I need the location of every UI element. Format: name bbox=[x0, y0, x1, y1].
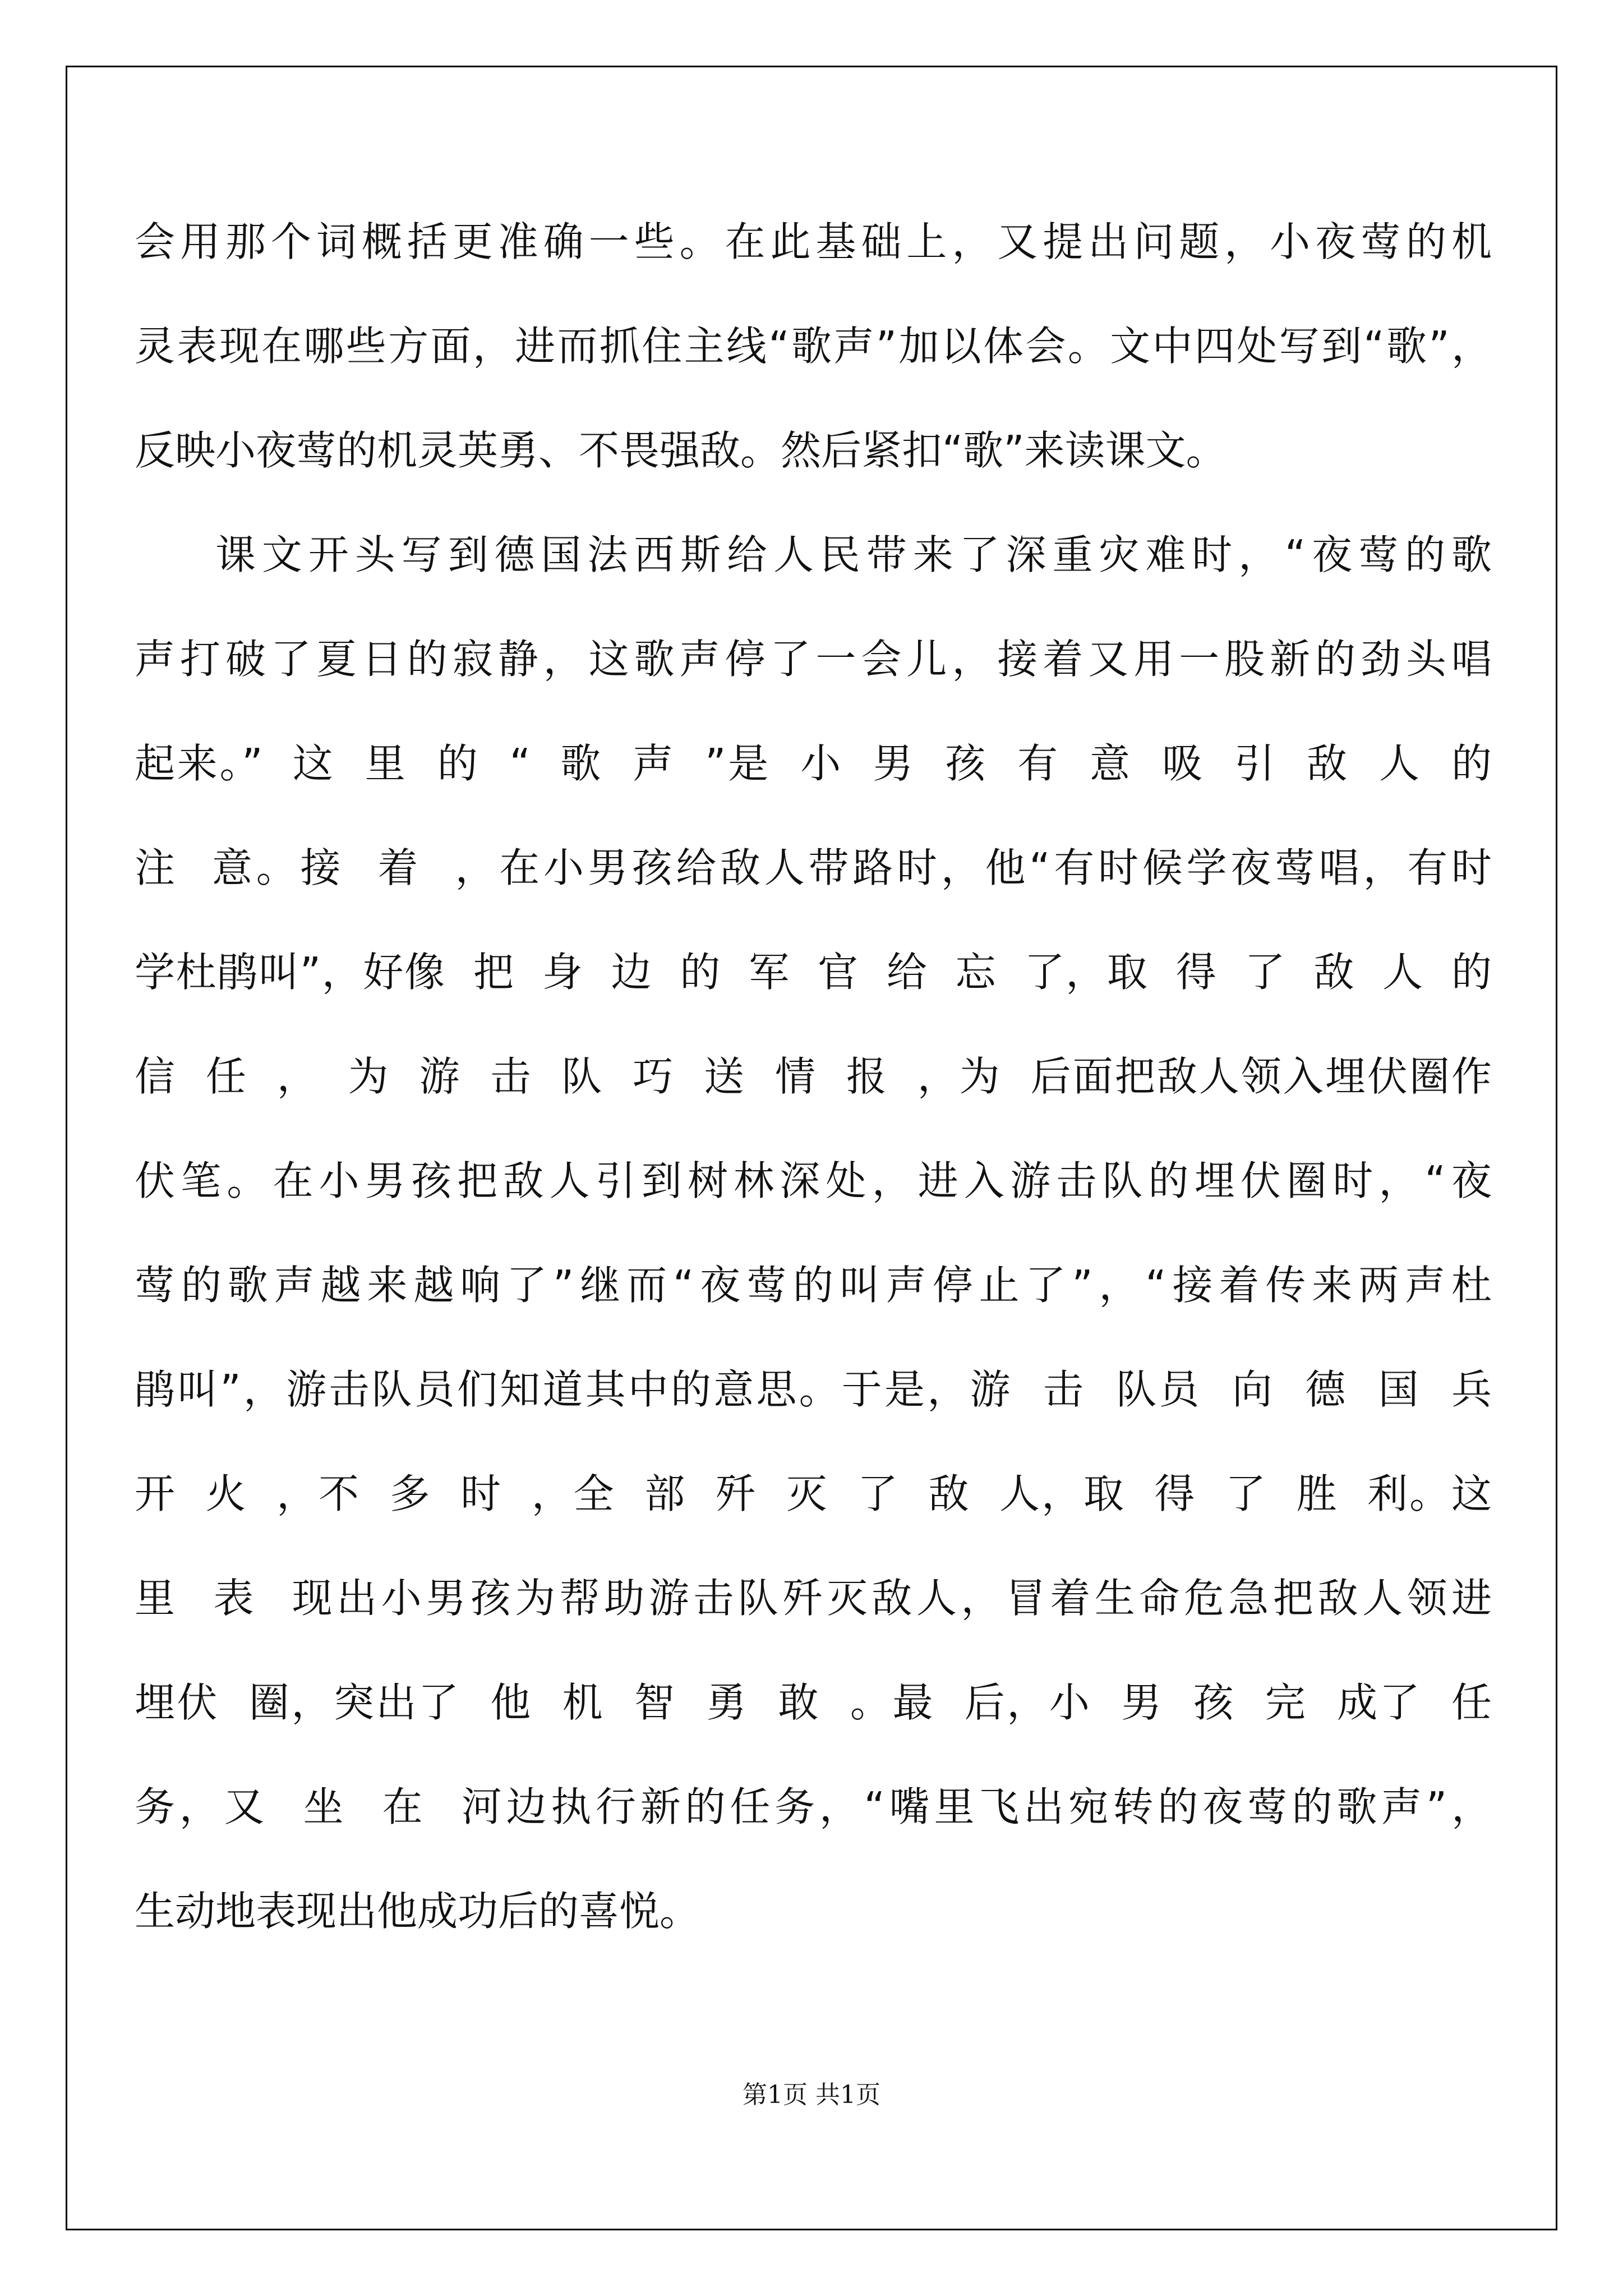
text-line-17: 生动地表现出他成功后的喜悦。 bbox=[135, 1888, 700, 1935]
document-body bbox=[135, 190, 1492, 1963]
text-line-8: 学杜鹃叫”，好像 把 身 边 的 军 官 给 忘 了，取 得 了 敌 人 的 bbox=[135, 949, 1492, 996]
text-line-15: 埋伏 圈，突出了 他 机 智 勇 敢 。最 后，小 男 孩 完 成了 任 bbox=[135, 1679, 1492, 1726]
text-line-14: 里 表 现出小男孩为帮助游击队歼灭敌人，冒着生命危急把敌人领进 bbox=[135, 1575, 1492, 1622]
text-line-2: 灵表现在哪些方面，进而抓住主线“歌声”加以体会。文中四处写到“歌”， bbox=[135, 323, 1492, 370]
text-line-10: 伏笔。在小男孩把敌人引到树林深处，进入游击队的埋伏圈时，“夜 bbox=[135, 1157, 1492, 1204]
text-line-16: 务，又 坐 在 河边执行新的任务，“嘴里飞出宛转的夜莺的歌声”， bbox=[135, 1783, 1492, 1830]
text-line-6: 起来。” 这 里 的 “ 歌 声 ”是 小 男 孩 有 意 吸 引 敌 人 的 bbox=[135, 740, 1492, 787]
text-line-4: 课文开头写到德国法西斯给人民带来了深重灾难时，“夜莺的歌 bbox=[215, 531, 1492, 578]
text-line-11: 莺的歌声越来越响了”继而“夜莺的叫声停止了”，“接着传来两声杜 bbox=[135, 1262, 1492, 1309]
text-line-9: 信 任 ， 为 游 击 队 巧 送 情 报 ，为 后面把敌人领入埋伏圈作 bbox=[135, 1053, 1492, 1100]
text-line-12: 鹃叫”，游击队员们知道其中的意思。于是，游 击 队员 向 德 国 兵 bbox=[135, 1366, 1492, 1413]
page-number: 第1页 共1页 bbox=[743, 2081, 880, 2109]
text-line-5: 声打破了夏日的寂静，这歌声停了一会儿，接着又用一股新的劲头唱 bbox=[135, 636, 1492, 683]
text-line-7: 注 意。接 着 ，在小男孩给敌人带路时，他“有时候学夜莺唱，有时 bbox=[135, 844, 1492, 891]
text-line-3: 反映小夜莺的机灵英勇、不畏强敌。然后紧扣“歌”来读课文。 bbox=[135, 427, 1227, 474]
text-line-13: 开 火 ，不 多 时 ，全 部 歼 灭 了 敌 人，取 得 了 胜 利。这 bbox=[135, 1470, 1492, 1517]
text-line-1: 会用那个词概括更准确一些。在此基础上，又提出问题，小夜莺的机 bbox=[135, 218, 1492, 265]
